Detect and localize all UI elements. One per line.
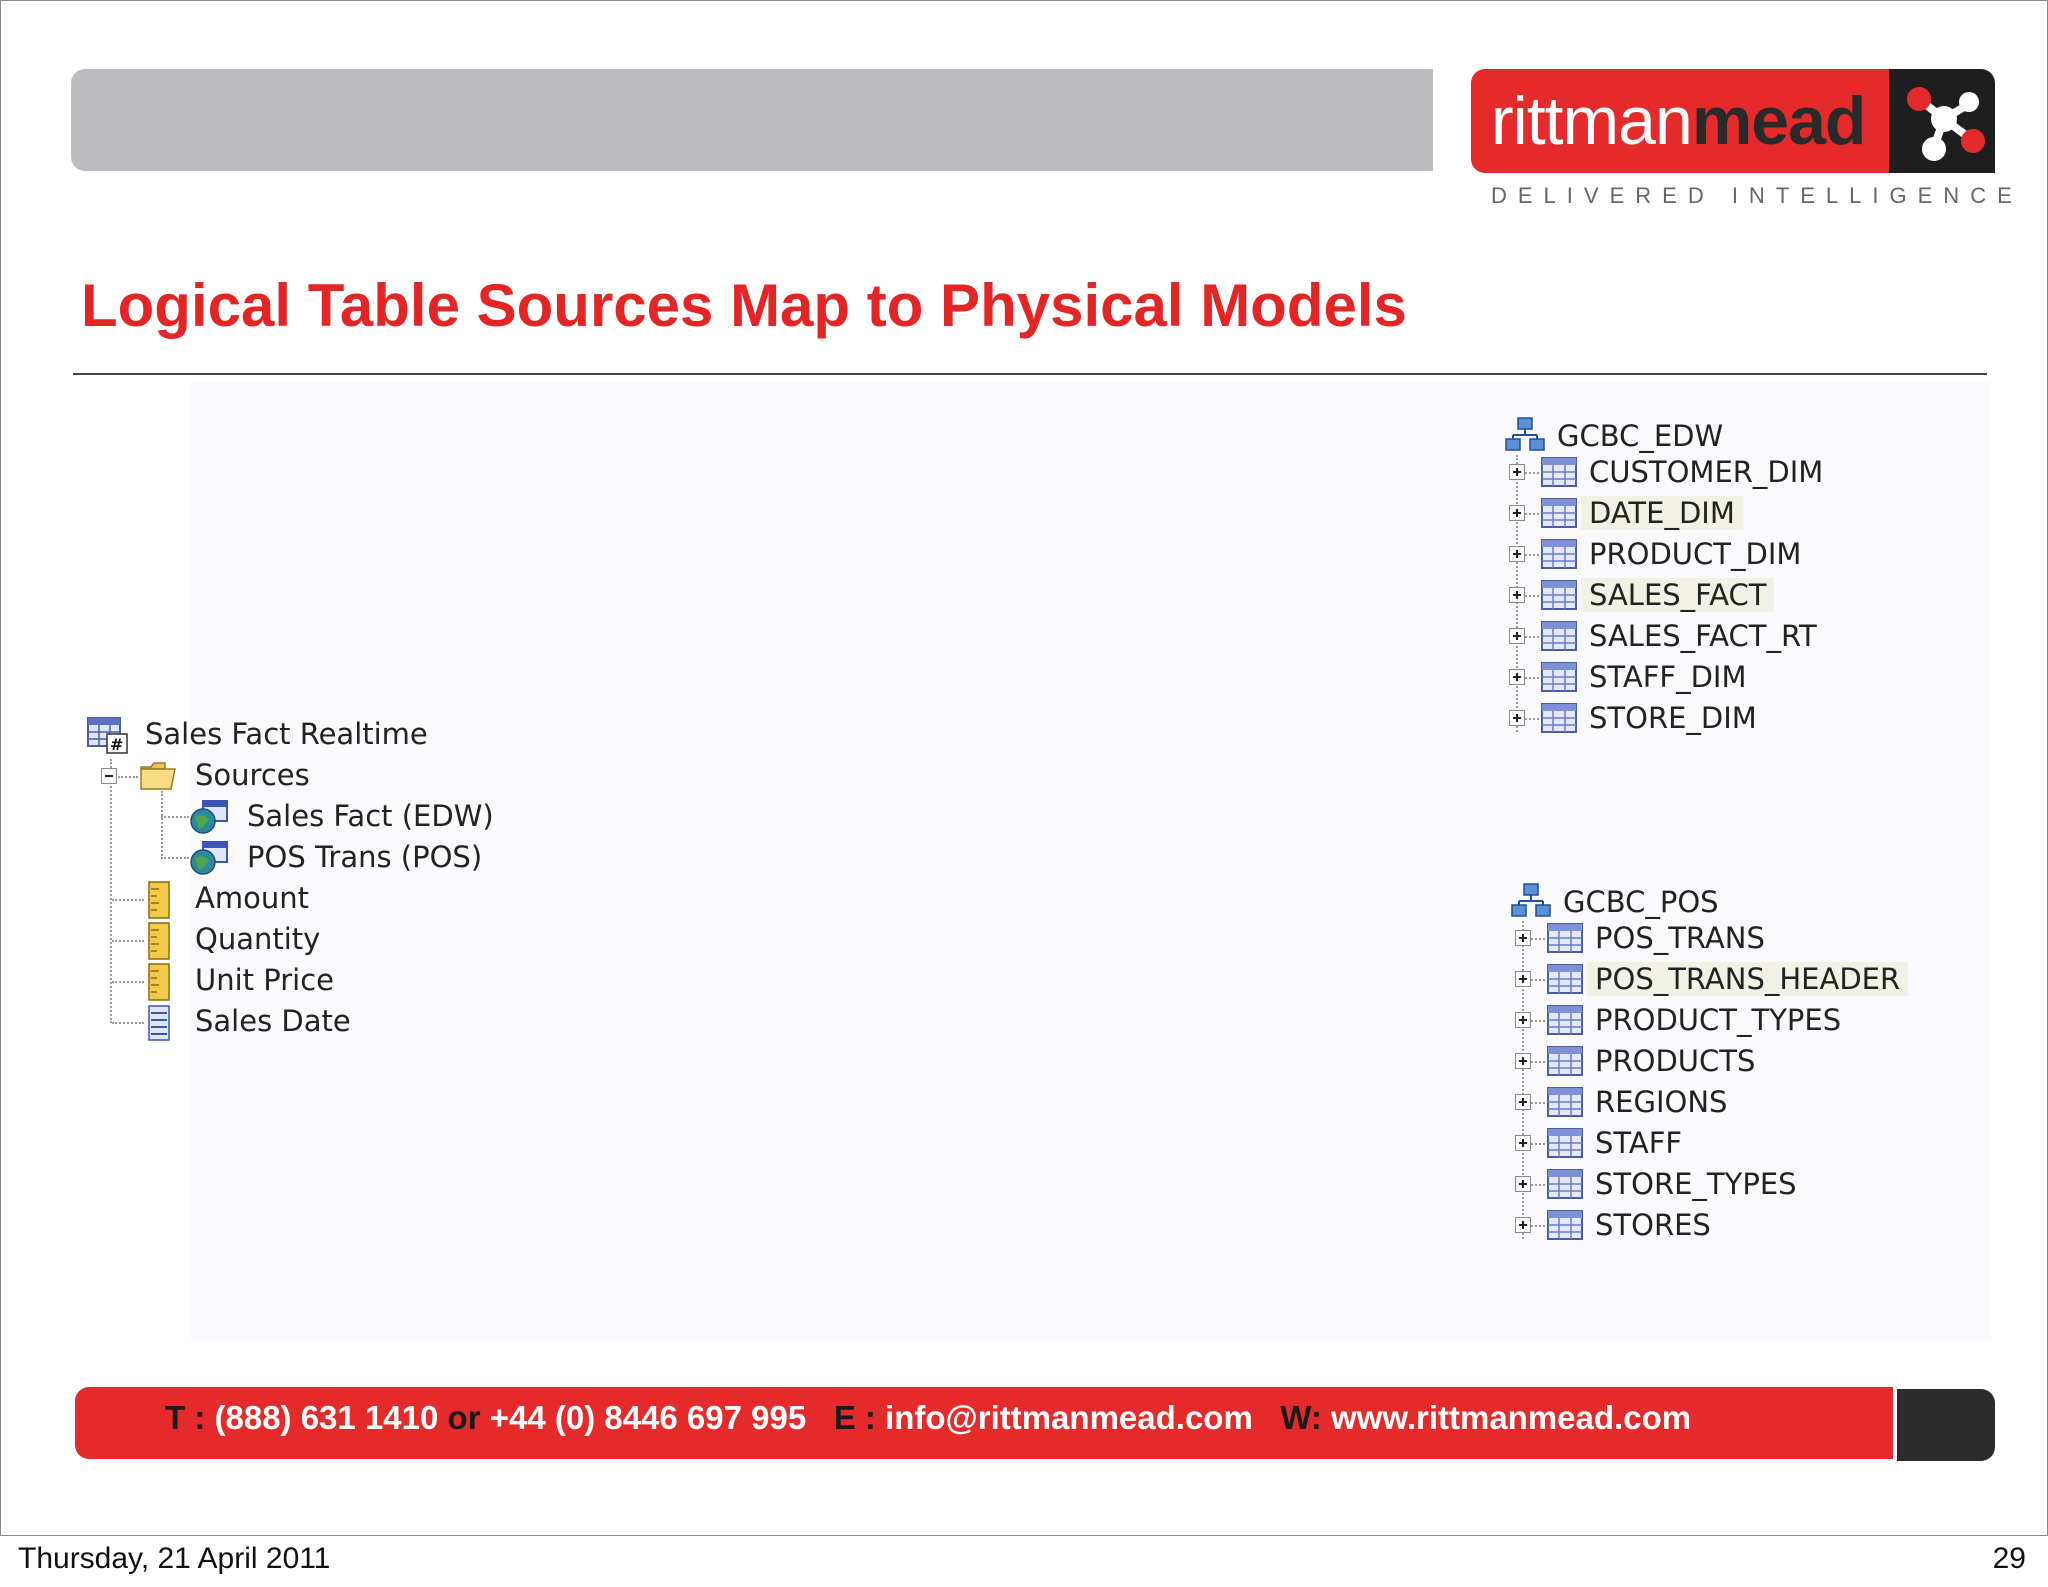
table-icon [1547,1087,1583,1122]
schema-icon [1511,883,1551,924]
tree-connector [1531,1225,1545,1227]
column-list-icon [147,1005,171,1041]
folder-icon [139,761,177,791]
source-item[interactable]: POS Trans (POS) [247,840,483,874]
logo-molecule-icon [1889,69,1995,173]
table-icon [1547,964,1583,999]
table-icon [1541,457,1577,492]
email-link[interactable]: info@rittmanmead.com [885,1399,1253,1436]
physical-table-item[interactable]: SALES_FACT [1581,578,1774,612]
physical-table-item[interactable]: REGIONS [1595,1085,1728,1119]
tree-connector [161,791,163,859]
expand-toggle[interactable] [1515,971,1531,987]
tree-connector [1525,636,1539,638]
expand-toggle[interactable] [1509,464,1525,480]
column-item[interactable]: Sales Date [195,1004,351,1038]
table-icon [1547,1128,1583,1163]
tree-connector [110,759,112,1023]
physical-table-item[interactable]: CUSTOMER_DIM [1589,455,1824,489]
email-label: E : [833,1399,876,1436]
measure-ruler-icon [147,881,171,919]
tree-connector [161,857,189,859]
web-link[interactable]: www.rittmanmead.com [1331,1399,1692,1436]
logical-table-icon [87,717,129,755]
physical-table-item[interactable]: PRODUCTS [1595,1044,1756,1078]
phone-label: T : [165,1399,206,1436]
column-item[interactable]: Unit Price [195,963,334,997]
footer-black-tab [1897,1389,1995,1461]
web-label: W: [1280,1399,1322,1436]
phone-us: (888) 631 1410 [214,1399,439,1436]
schema-name[interactable]: GCBC_POS [1563,885,1719,919]
expand-toggle[interactable] [1515,1012,1531,1028]
expand-toggle[interactable] [1515,1053,1531,1069]
physical-table-item[interactable]: STAFF [1595,1126,1683,1160]
expand-toggle[interactable] [1515,930,1531,946]
table-icon [1547,1210,1583,1245]
schema-name[interactable]: GCBC_EDW [1557,419,1724,453]
tree-connector [1531,1143,1545,1145]
expand-toggle[interactable] [1509,546,1525,562]
sources-folder-label[interactable]: Sources [195,758,310,792]
table-icon [1541,498,1577,533]
physical-table-item[interactable]: POS_TRANS_HEADER [1587,962,1908,996]
table-icon [1541,662,1577,697]
table-icon [1541,621,1577,656]
logo-tagline: DELIVERED INTELLIGENCE [1491,183,2023,208]
column-item[interactable]: Amount [195,881,309,915]
physical-table-item[interactable]: PRODUCT_DIM [1589,537,1802,571]
expand-toggle[interactable] [1515,1135,1531,1151]
title-divider [73,373,1987,375]
schema-icon [1505,417,1545,458]
table-icon [1541,539,1577,574]
table-icon [1541,580,1577,615]
expand-toggle[interactable] [1515,1176,1531,1192]
tree-connector [1531,1102,1545,1104]
phone-uk: +44 (0) 8446 697 995 [489,1399,807,1436]
tree-connector [112,899,144,901]
tree-connector [1525,595,1539,597]
tree-connector [1525,677,1539,679]
logo-prefix: rittman [1491,83,1692,159]
tree-connector [1525,554,1539,556]
tree-connector [112,1022,144,1024]
slide-date: Thursday, 21 April 2011 [18,1542,331,1575]
svg-text:#: # [110,735,124,754]
expand-toggle[interactable] [1509,628,1525,644]
table-icon [1547,1005,1583,1040]
tree-connector [1531,1061,1545,1063]
tree-connector [112,981,144,983]
physical-table-item[interactable]: STORE_DIM [1589,701,1757,735]
tree-connector [1525,718,1539,720]
globe-source-icon [189,840,231,876]
column-item[interactable]: Quantity [195,922,321,956]
source-item[interactable]: Sales Fact (EDW) [247,799,494,833]
physical-table-item[interactable]: PRODUCT_TYPES [1595,1003,1842,1037]
page-number: 29 [1992,1542,2026,1575]
tree-connector [161,816,189,818]
physical-table-item[interactable]: STORE_TYPES [1595,1167,1797,1201]
table-icon [1541,703,1577,738]
tree-connector [112,940,144,942]
logo-suffix: mead [1691,83,1866,159]
physical-table-item[interactable]: DATE_DIM [1581,496,1743,530]
footer-contact [165,1399,1691,1437]
logical-table-name[interactable]: Sales Fact Realtime [145,717,428,751]
phone-or: or [447,1399,481,1436]
physical-table-item[interactable]: STORES [1595,1208,1711,1242]
expand-toggle[interactable] [1515,1217,1531,1233]
tree-connector [1531,1020,1545,1022]
table-icon [1547,1169,1583,1204]
logo-wordmark [1491,81,1865,161]
collapse-toggle[interactable] [101,768,117,784]
tree-connector [118,776,138,778]
tree-connector [1525,472,1539,474]
tree-connector [1531,1184,1545,1186]
physical-table-item[interactable]: STAFF_DIM [1589,660,1747,694]
measure-ruler-icon [147,963,171,1001]
header-grey-bar [71,69,1433,171]
expand-toggle[interactable] [1509,710,1525,726]
tree-connector [1525,513,1539,515]
physical-table-item[interactable]: POS_TRANS [1595,921,1765,955]
expand-toggle[interactable] [1509,505,1525,521]
table-icon [1547,1046,1583,1081]
slide-title: Logical Table Sources Map to Physical Models [81,272,1407,339]
table-icon [1547,923,1583,958]
expand-toggle[interactable] [1509,587,1525,603]
tree-connector [1531,938,1545,940]
measure-ruler-icon [147,922,171,960]
globe-source-icon [189,799,231,835]
expand-toggle[interactable] [1509,669,1525,685]
physical-table-item[interactable]: SALES_FACT_RT [1589,619,1817,653]
tree-connector [1531,979,1545,981]
expand-toggle[interactable] [1515,1094,1531,1110]
